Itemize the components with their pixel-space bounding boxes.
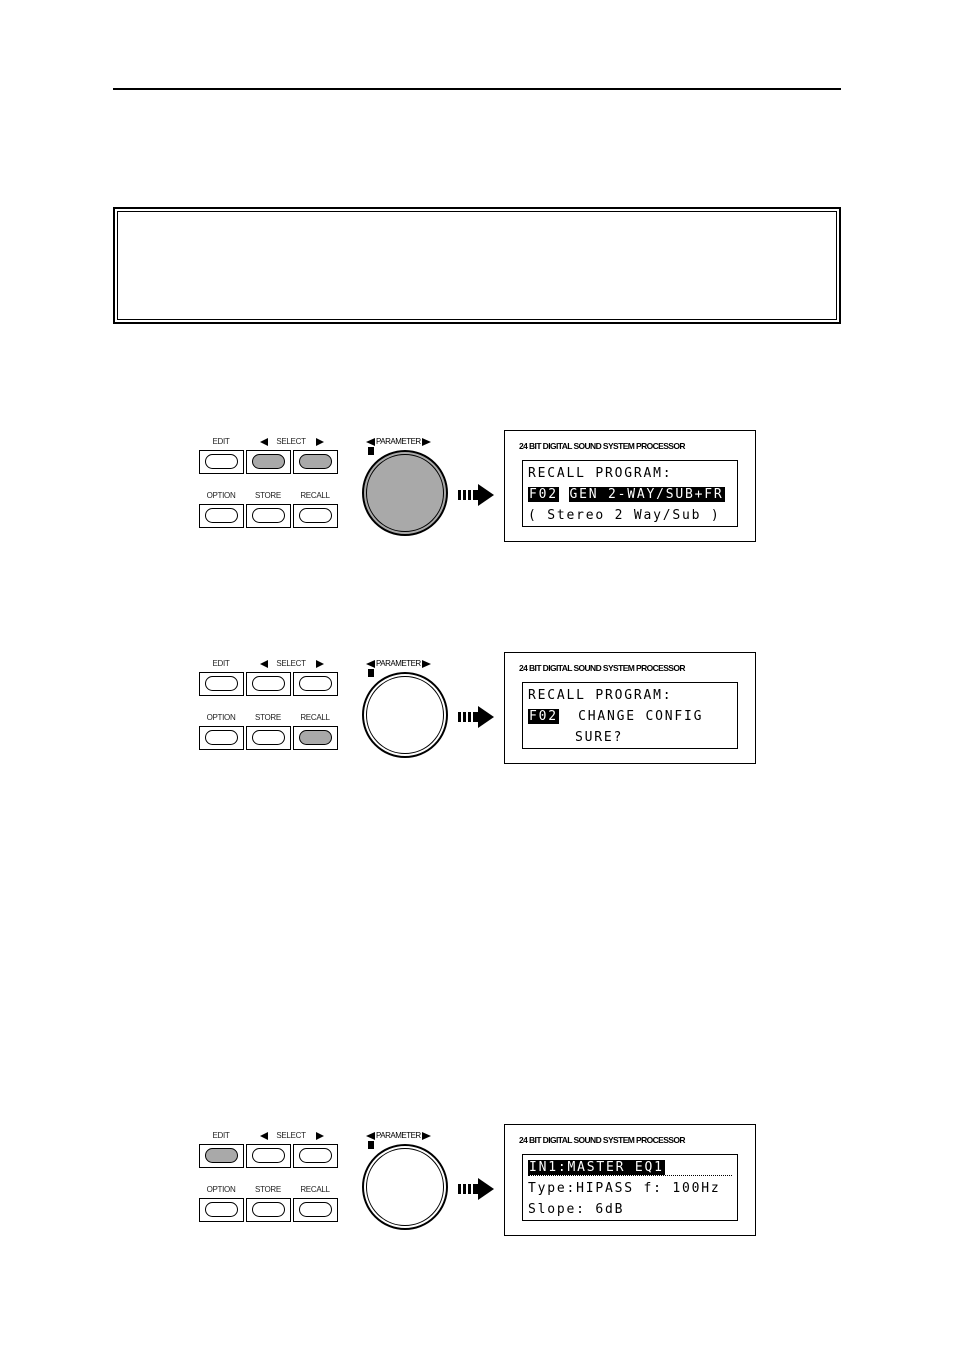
- parameter-right-arrow-icon: [422, 438, 431, 446]
- lcd-line-1: RECALL PROGRAM:: [528, 466, 673, 481]
- lcd-screen: [522, 682, 738, 749]
- select-right-arrow-icon: [316, 1132, 324, 1140]
- lcd-display: [504, 1124, 756, 1236]
- parameter-knob[interactable]: [362, 1144, 448, 1230]
- label-option: OPTION: [206, 491, 236, 500]
- parameter-knob[interactable]: [362, 450, 448, 536]
- store-button[interactable]: [246, 504, 291, 528]
- lcd-title: 24 BIT DIGITAL SOUND SYSTEM PROCESSOR: [519, 663, 685, 673]
- recall-button[interactable]: [293, 1198, 338, 1222]
- label-option: OPTION: [206, 1185, 236, 1194]
- label-store: STORE: [255, 713, 281, 722]
- select-left-arrow-icon: [260, 1132, 268, 1140]
- lcd-title: 24 BIT DIGITAL SOUND SYSTEM PROCESSOR: [519, 1135, 685, 1145]
- parameter-label-text: PARAMETER: [376, 1131, 421, 1140]
- figure-2: [198, 652, 758, 767]
- store-button[interactable]: [246, 1198, 291, 1222]
- lcd-line-2: [528, 487, 725, 502]
- figure-3: [198, 1124, 758, 1239]
- knob-indicator-icon: [368, 1141, 374, 1149]
- parameter-label-text: PARAMETER: [376, 659, 421, 668]
- label-edit: EDIT: [212, 659, 230, 668]
- lcd-screen: [522, 1154, 738, 1221]
- label-store: STORE: [255, 1185, 281, 1194]
- header-rule: [113, 88, 841, 90]
- lcd-line-1: RECALL PROGRAM:: [528, 688, 673, 703]
- parameter-label: [366, 1131, 431, 1140]
- select-right-arrow-icon: [316, 660, 324, 668]
- recall-button[interactable]: [293, 726, 338, 750]
- eq-menu-title: IN1:MASTER EQ1: [529, 1160, 664, 1175]
- option-button[interactable]: [199, 726, 244, 750]
- select-right-button[interactable]: [293, 450, 338, 474]
- label-recall: RECALL: [300, 1185, 330, 1194]
- figure-1: [198, 430, 758, 545]
- knob-indicator-icon: [368, 447, 374, 455]
- lcd-line-2: Type:HIPASS f: 100Hz: [528, 1181, 721, 1196]
- lcd-display: [504, 652, 756, 764]
- label-edit: EDIT: [212, 437, 230, 446]
- label-edit: EDIT: [212, 1131, 230, 1140]
- parameter-knob[interactable]: [362, 672, 448, 758]
- select-left-button[interactable]: [246, 672, 291, 696]
- edit-button[interactable]: [199, 1144, 244, 1168]
- lcd-display: [504, 430, 756, 542]
- program-code: F02: [529, 487, 558, 502]
- parameter-right-arrow-icon: [422, 660, 431, 668]
- lcd-line-1: [528, 1160, 732, 1176]
- lcd-line-3: ( Stereo 2 Way/Sub ): [528, 508, 721, 523]
- option-button[interactable]: [199, 504, 244, 528]
- select-right-button[interactable]: [293, 672, 338, 696]
- lcd-line-3: Slope: 6dB: [528, 1202, 625, 1217]
- note-box: [113, 207, 841, 324]
- select-left-button[interactable]: [246, 450, 291, 474]
- label-recall: RECALL: [300, 713, 330, 722]
- select-right-arrow-icon: [316, 438, 324, 446]
- right-arrow-icon: [458, 706, 494, 728]
- knob-indicator-icon: [368, 669, 374, 677]
- lcd-confirm-text: SURE?: [575, 730, 624, 745]
- parameter-left-arrow-icon: [366, 1132, 375, 1140]
- lcd-screen: [522, 460, 738, 527]
- select-left-button[interactable]: [246, 1144, 291, 1168]
- label-recall: RECALL: [300, 491, 330, 500]
- label-select: SELECT: [276, 437, 306, 446]
- lcd-line-2: [528, 709, 703, 724]
- select-right-button[interactable]: [293, 1144, 338, 1168]
- label-select: SELECT: [276, 1131, 306, 1140]
- parameter-label: [366, 659, 431, 668]
- label-option: OPTION: [206, 713, 236, 722]
- option-button[interactable]: [199, 1198, 244, 1222]
- parameter-left-arrow-icon: [366, 438, 375, 446]
- edit-button[interactable]: [199, 450, 244, 474]
- edit-button[interactable]: [199, 672, 244, 696]
- lcd-title: 24 BIT DIGITAL SOUND SYSTEM PROCESSOR: [519, 441, 685, 451]
- label-store: STORE: [255, 491, 281, 500]
- select-left-arrow-icon: [260, 438, 268, 446]
- recall-button[interactable]: [293, 504, 338, 528]
- select-left-arrow-icon: [260, 660, 268, 668]
- parameter-right-arrow-icon: [422, 1132, 431, 1140]
- program-code: F02: [529, 709, 558, 724]
- program-name: GEN 2-WAY/SUB+FR: [569, 487, 724, 502]
- parameter-label: [366, 437, 431, 446]
- right-arrow-icon: [458, 1178, 494, 1200]
- label-select: SELECT: [276, 659, 306, 668]
- right-arrow-icon: [458, 484, 494, 506]
- lcd-line-3: [528, 730, 623, 745]
- parameter-left-arrow-icon: [366, 660, 375, 668]
- parameter-label-text: PARAMETER: [376, 437, 421, 446]
- store-button[interactable]: [246, 726, 291, 750]
- lcd-message: CHANGE CONFIG: [578, 709, 704, 724]
